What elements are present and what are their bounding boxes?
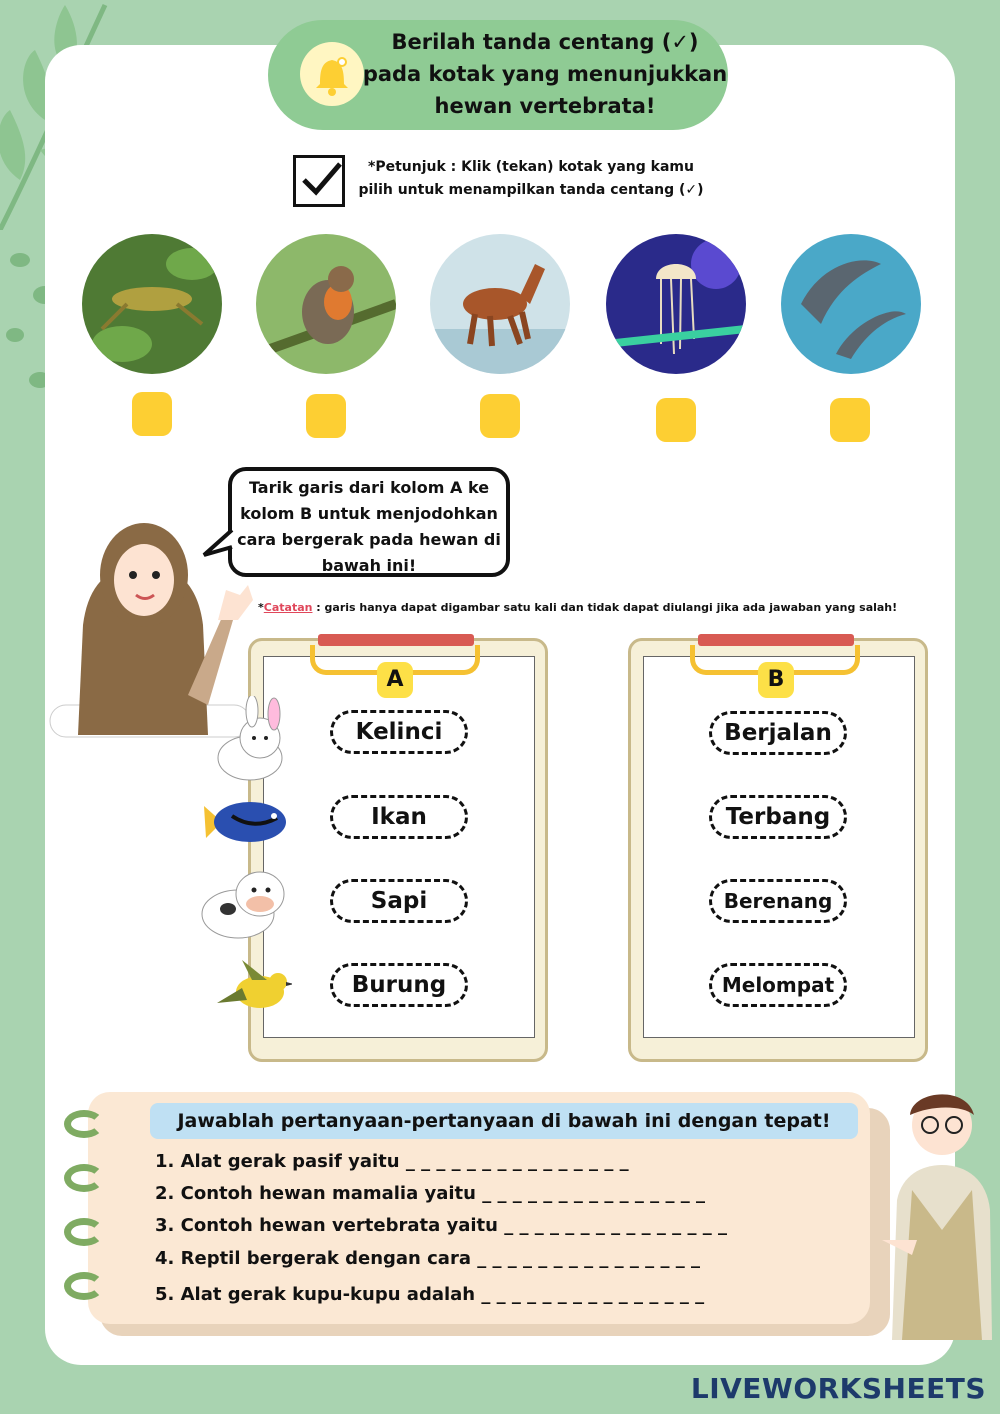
speech-line-3: cara bergerak pada hewan di xyxy=(237,530,501,549)
checkbox-dolphins[interactable] xyxy=(830,398,870,442)
jellyfish-photo xyxy=(606,234,746,374)
grasshopper-photo xyxy=(82,234,222,374)
speech-bubble xyxy=(228,467,510,577)
hint-line-1: *Petunjuk : Klik (tekan) kotak yang kamu xyxy=(368,159,694,175)
column-a-item-burung[interactable]: Burung xyxy=(330,963,468,1007)
dolphins-photo xyxy=(781,234,921,374)
notebook-rings xyxy=(62,1108,142,1318)
checkbox-example-icon xyxy=(293,155,345,207)
hint-line-2: pilih untuk menampilkan tanda centang (✓) xyxy=(358,182,704,198)
checkbox-horse[interactable] xyxy=(480,394,520,438)
note-body: : garis hanya dapat digambar satu kali dan tidak dapat diulangi jika ada jawaban yang salah! xyxy=(312,601,898,614)
question-4[interactable]: 4. Reptil bergerak dengan cara _ _ _ _ _ _ _ _ _ _ _ _ _ _ _ xyxy=(155,1248,700,1269)
boy-illustration xyxy=(872,1080,1000,1350)
note-label: Catatan xyxy=(263,601,313,614)
question-1[interactable]: 1. Alat gerak pasif yaitu _ _ _ _ _ _ _ _ _ _ _ _ _ _ _ xyxy=(155,1151,629,1172)
column-b-label: B xyxy=(758,662,794,698)
title-line-2: pada kotak yang menunjukkan xyxy=(362,62,728,86)
column-a-item-sapi[interactable]: Sapi xyxy=(330,879,468,923)
ring-icon xyxy=(64,1272,104,1300)
ring-icon xyxy=(64,1218,104,1246)
question-3[interactable]: 3. Contoh hewan vertebrata yaitu _ _ _ _ _ _ _ _ _ _ _ _ _ _ _ xyxy=(155,1215,727,1236)
column-b-item-berenang[interactable]: Berenang xyxy=(709,879,847,923)
column-b-item-berjalan[interactable]: Berjalan xyxy=(709,711,847,755)
speech-line-4: bawah ini! xyxy=(321,556,417,575)
checkbox-jellyfish[interactable] xyxy=(656,398,696,442)
note-text: *Catatan : garis hanya dapat digambar satu kali dan tidak dapat diulangi jika ada jawaban yang salah! xyxy=(258,601,898,614)
column-b-item-terbang[interactable]: Terbang xyxy=(709,795,847,839)
question-2[interactable]: 2. Contoh hewan mamalia yaitu _ _ _ _ _ _ _ _ _ _ _ _ _ _ _ xyxy=(155,1183,705,1204)
brand-logo: LIVEWORKSHEETS xyxy=(690,1372,986,1405)
horse-photo xyxy=(430,234,570,374)
checkbox-robin[interactable] xyxy=(306,394,346,438)
speech-tail xyxy=(200,525,236,565)
bird-icon xyxy=(212,958,292,1016)
rabbit-icon xyxy=(208,696,298,784)
speech-line-1: Tarik garis dari kolom A ke xyxy=(248,478,490,497)
column-a-item-kelinci[interactable]: Kelinci xyxy=(330,710,468,754)
title-line-3: hewan vertebrata! xyxy=(434,94,656,118)
checkbox-grasshopper[interactable] xyxy=(132,392,172,436)
ring-icon xyxy=(64,1110,104,1138)
cow-icon xyxy=(198,864,290,944)
title-line-1: Berilah tanda centang (✓) xyxy=(391,30,699,54)
question-5[interactable]: 5. Alat gerak kupu-kupu adalah _ _ _ _ _ _ _ _ _ _ _ _ _ _ _ xyxy=(155,1284,705,1305)
column-a-item-ikan[interactable]: Ikan xyxy=(330,795,468,839)
column-b-item-melompat[interactable]: Melompat xyxy=(709,963,847,1007)
speech-line-2: kolom B untuk menjodohkan xyxy=(240,504,498,523)
instruction-hint xyxy=(346,156,716,202)
column-a-label: A xyxy=(377,662,413,698)
ring-icon xyxy=(64,1164,104,1192)
page-title xyxy=(355,26,735,122)
fish-icon xyxy=(202,796,290,848)
questions-heading: Jawablah pertanyaan-pertanyaan di bawah ini dengan tepat! xyxy=(150,1103,858,1139)
robin-photo xyxy=(256,234,396,374)
